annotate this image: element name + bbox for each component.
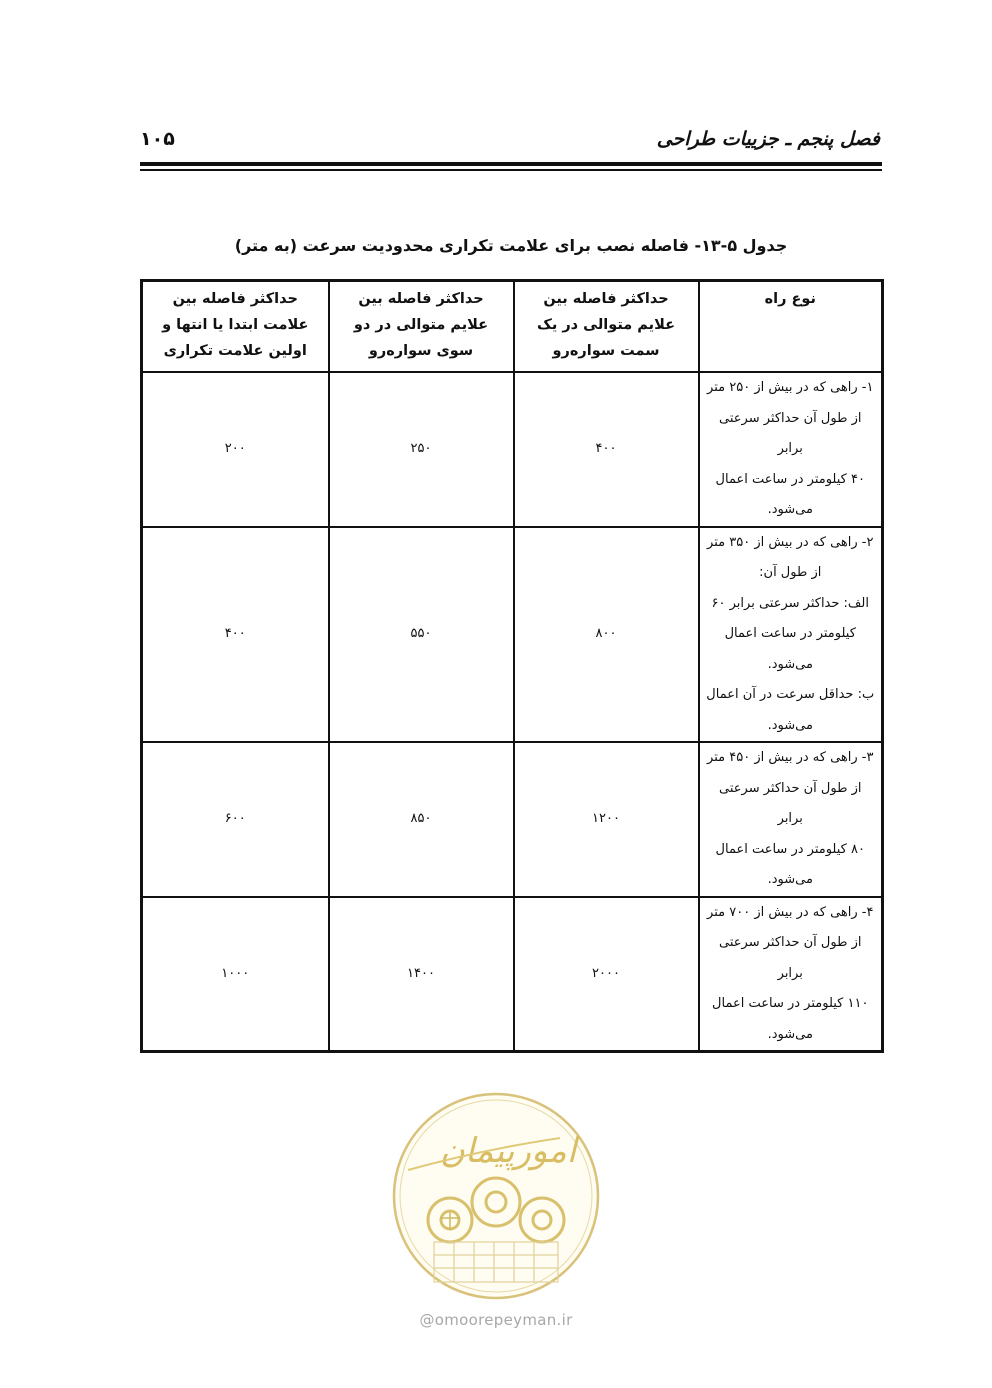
road-line: از طول آن حداکثر سرعتی برابر [719, 780, 862, 826]
road-line: ۴- راهی که در بیش از ۷۰۰ متر [707, 904, 874, 920]
road-line: ب: حداقل سرعت در آن اعمال [706, 687, 875, 702]
table-row [142, 527, 883, 743]
watermark-site [0, 1311, 992, 1329]
header-rule-thick [140, 162, 882, 166]
road-line: ۳- راهی که در بیش از ۴۵۰ متر [707, 750, 874, 765]
road-line: ۴۰ کیلومتر در ساعت اعمال [715, 471, 865, 487]
road-type-cell [699, 527, 883, 743]
one-side-value: ۴۰۰ [514, 372, 699, 527]
watermark-logo [390, 1090, 602, 1302]
two-sides-value: ۲۵۰ [329, 372, 514, 527]
two-sides-value: ۸۵۰ [329, 742, 514, 897]
table-header-row [142, 281, 883, 373]
one-side-value: ۱۲۰۰ [514, 742, 699, 897]
site-label: omoorepeyman.ir [434, 1311, 573, 1329]
road-line: می‌شود. [767, 1026, 813, 1042]
at-icon: @ [419, 1311, 435, 1329]
road-type-cell [699, 742, 883, 897]
road-line: می‌شود. [767, 717, 813, 733]
header-road-type: نوع راه [699, 281, 883, 373]
road-line: می‌شود. [767, 502, 813, 517]
table-row [142, 897, 883, 1052]
chapter-title: فصل پنجم ـ جزییات طراحی [656, 128, 880, 150]
logo-lettering: امورپیمان [439, 1131, 577, 1171]
header-rule-thin [140, 169, 882, 171]
header-first-sign: حداکثر فاصله بین علامت ابتدا یا انتها و اولین علامت تکراری [142, 281, 329, 373]
two-sides-value: ۵۵۰ [329, 527, 514, 743]
road-line: کیلومتر در ساعت اعمال می‌شود. [724, 626, 856, 672]
table-row [142, 742, 883, 897]
page-number: ۱۰۵ [140, 128, 175, 150]
road-line: ۸۰ کیلومتر در ساعت اعمال [715, 841, 865, 857]
road-line: ۱۱۰ کیلومتر در ساعت اعمال [712, 996, 869, 1011]
speed-sign-distance-table [140, 279, 884, 1053]
road-line: ۲- راهی که در بیش از ۳۵۰ متر [707, 534, 874, 550]
road-line: ۱- راهی که در بیش از ۲۵۰ متر [707, 380, 874, 395]
one-side-value: ۲۰۰۰ [514, 897, 699, 1052]
one-side-value: ۸۰۰ [514, 527, 699, 743]
road-line: از طول آن حداکثر سرعتی برابر [719, 935, 862, 981]
header-two-sides: حداکثر فاصله بین علایم متوالی در دو سوی سواره‌رو [329, 281, 514, 373]
first-sign-value: ۶۰۰ [142, 742, 329, 897]
two-sides-value: ۱۴۰۰ [329, 897, 514, 1052]
road-line: می‌شود. [767, 872, 813, 887]
road-line: الف: حداکثر سرعتی برابر ۶۰ [711, 595, 869, 611]
road-type-cell [699, 372, 883, 527]
road-line: از طول آن: [759, 565, 822, 580]
first-sign-value: ۴۰۰ [142, 527, 329, 743]
road-type-cell [699, 897, 883, 1052]
first-sign-value: ۲۰۰ [142, 372, 329, 527]
first-sign-value: ۱۰۰۰ [142, 897, 329, 1052]
table-row [142, 372, 883, 527]
road-line: از طول آن حداکثر سرعتی برابر [719, 410, 862, 456]
header-one-side: حداکثر فاصله بین علایم متوالی در یک سمت سواره‌رو [514, 281, 699, 373]
table-caption: جدول ۵-۱۳- فاصله نصب برای علامت تکراری محدودیت سرعت (به متر) [234, 236, 788, 255]
